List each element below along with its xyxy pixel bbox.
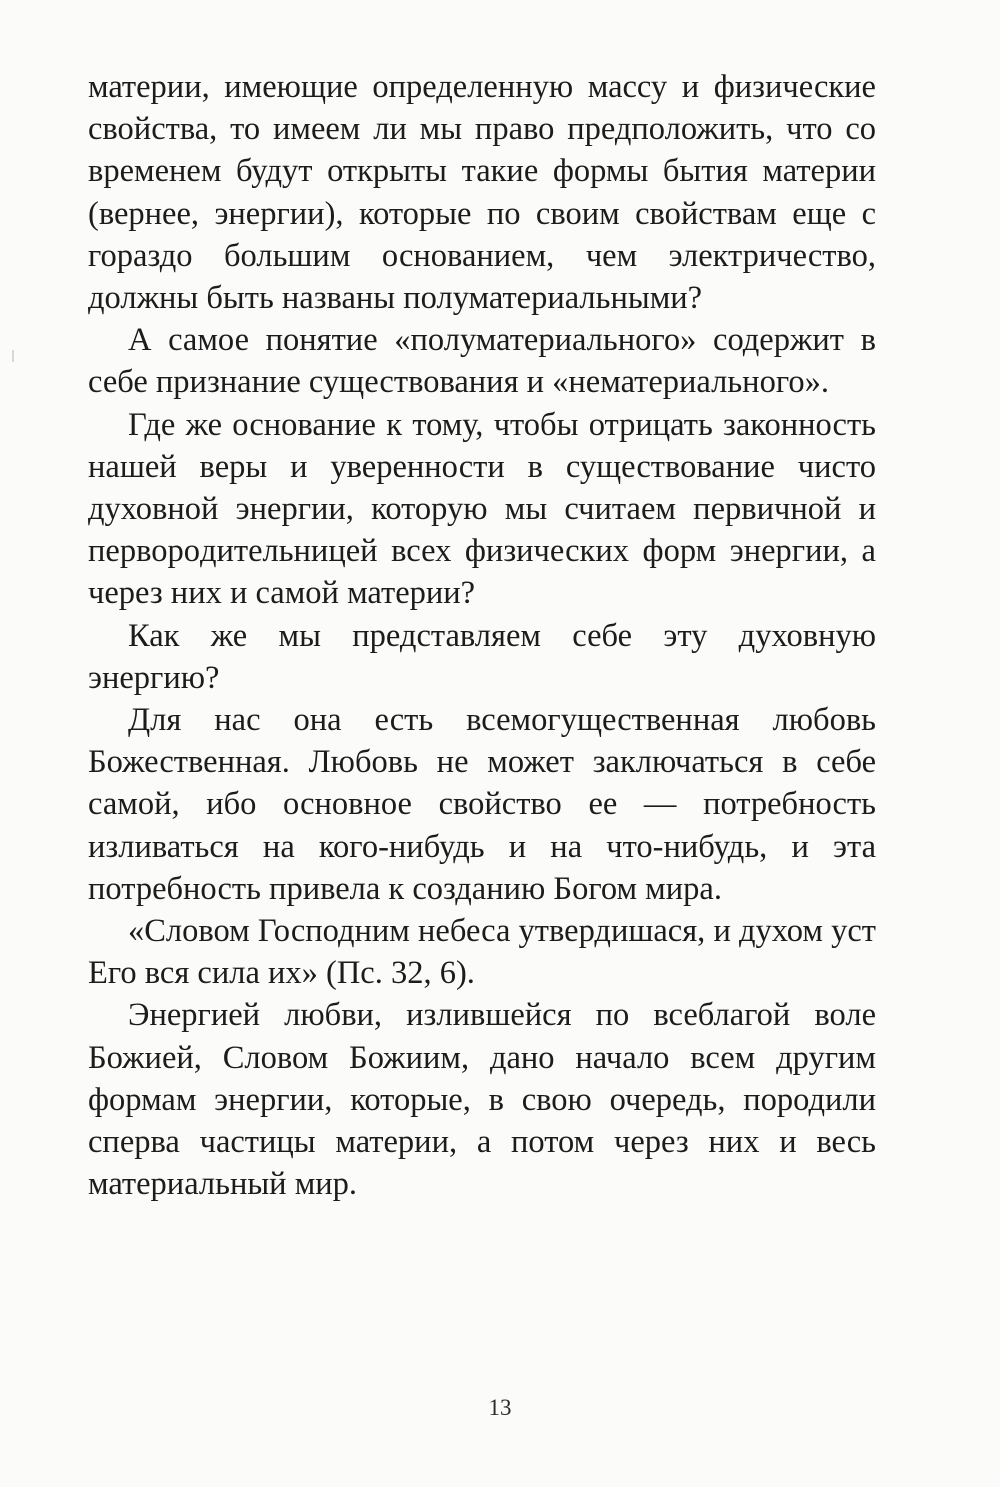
paragraph-3: Где же основание к тому, чтобы отрицать законность нашей веры и уверенности в существование чисто духовной энергии, которую мы считаем первичной и перворoдительницей всех физических форм энергии, а через них и самой материи? [88,406,876,612]
paragraph-5: Для нас она есть всемогущественная любовь Божественная. Любовь не может заключаться в себе самой, ибо основное свойство ее — потребность изливаться на кого-нибудь и на что-нибудь, и эта потребность привела к созданию Богом мира. [88,702,876,907]
paragraph-6: «Словом Господним небеса утвердишася, и духом уст Его вся сила их» (Пс. 32, 6). [88,913,876,992]
paragraph-7: Энергией любви, излившейся по всеблагой воле Божией, Словом Божиим, дано начало всем другим формам энергии, которые, в свою очередь, породили сперва частицы материи, а потом через них и весь материальный мир. [88,997,876,1203]
body-text [88,66,876,1205]
paragraph-1: материи, имеющие определенную массу и физические свойства, то имеем ли мы право предположить, что со временем будут открыты такие формы бытия материи (вернее, энергии), которые по своим свойствам еще с гораздо большим основанием, чем электричество, должны быть названы полуматериальными? [88,69,876,317]
page-number: 13 [488,1395,512,1420]
paragraph-4: Как же мы представляем себе эту духовную энергию? [88,617,876,696]
margin-mark [12,350,14,362]
paragraph-2: А самое понятие «полуматериального» содержит в себе признание существования и «нематериального». [88,322,876,401]
